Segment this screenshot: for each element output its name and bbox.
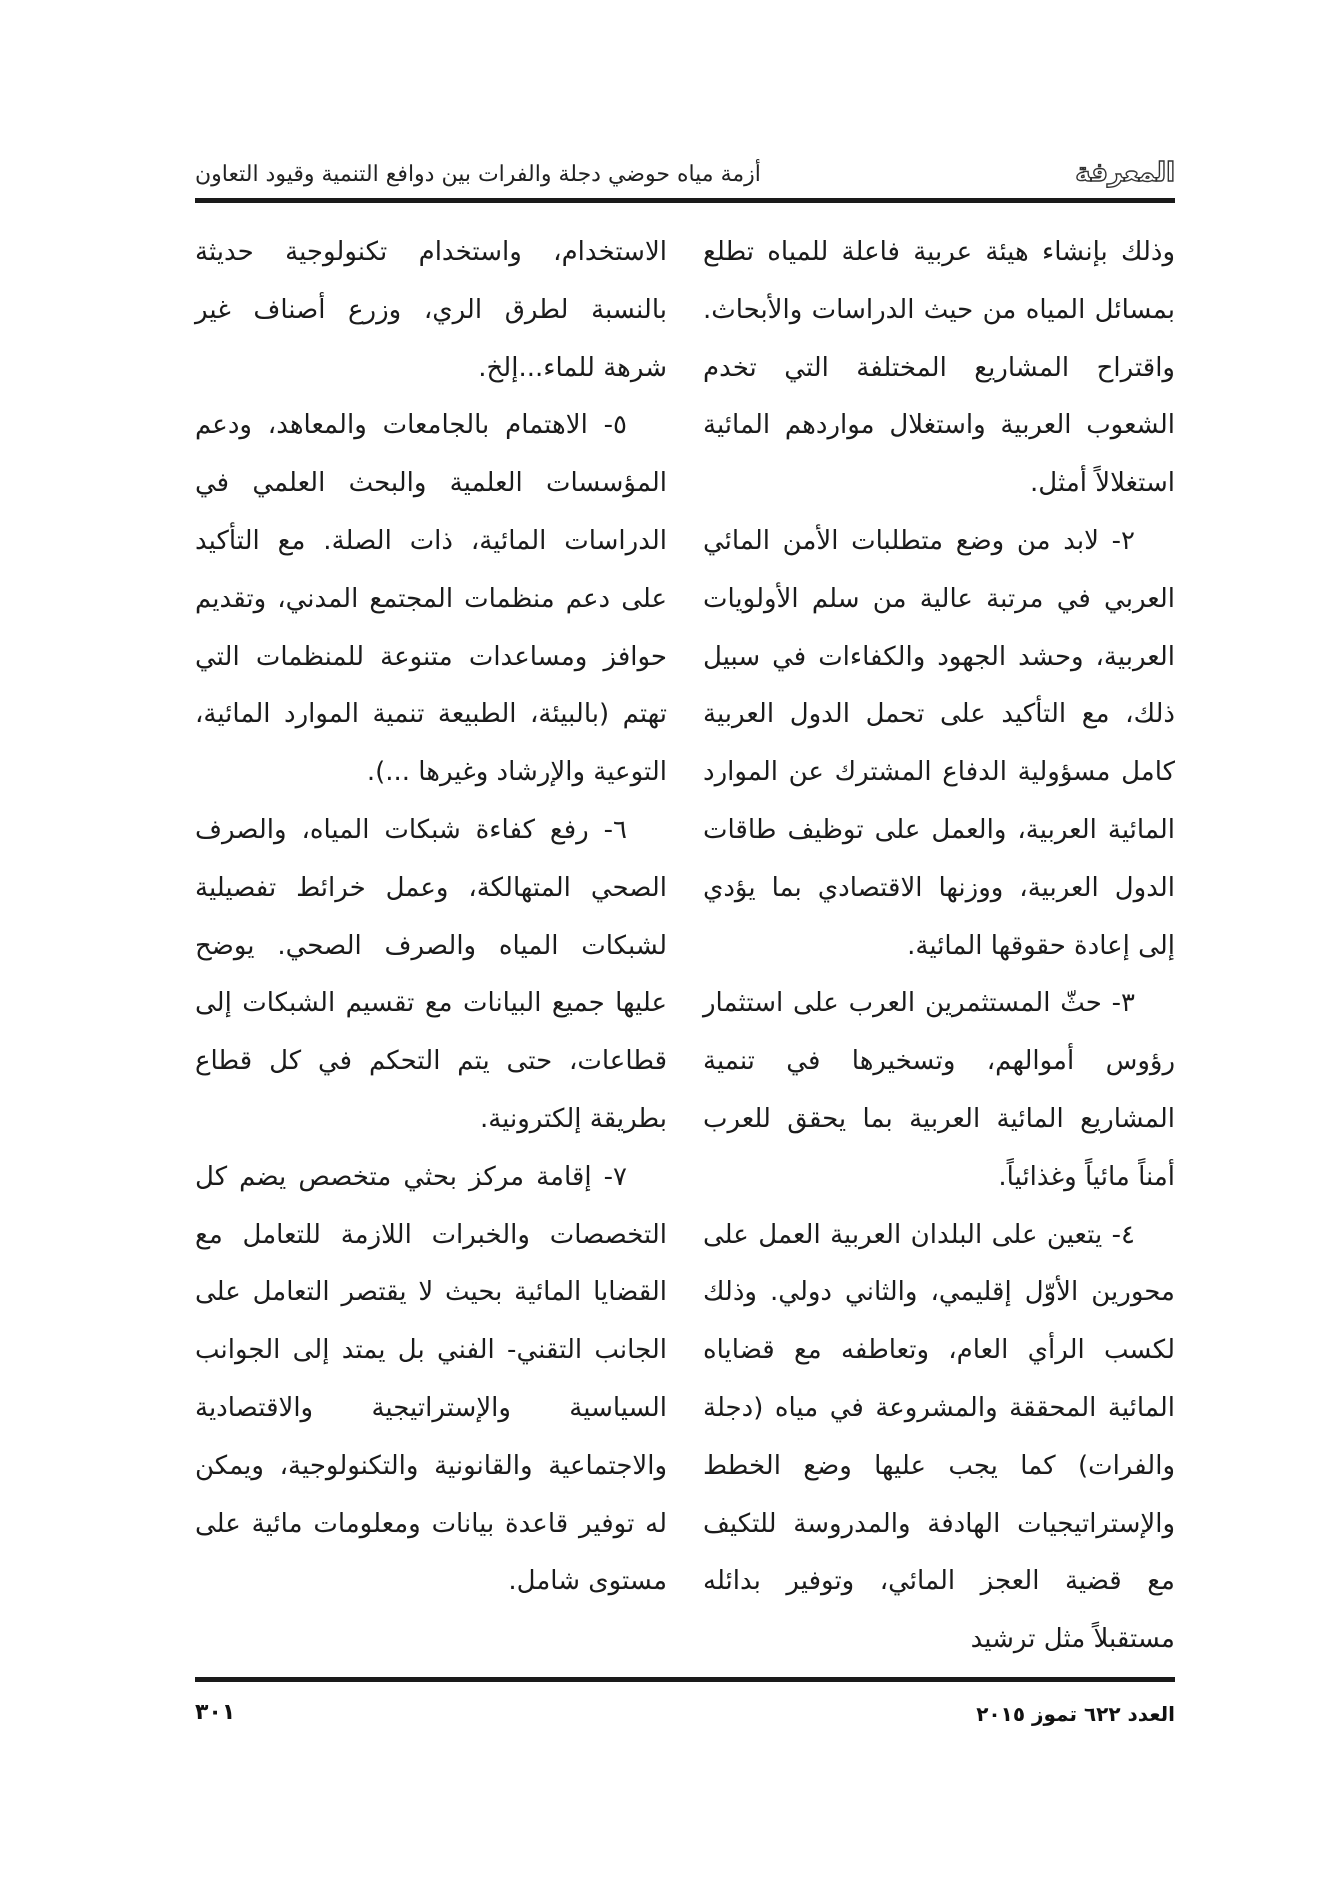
left-column xyxy=(195,224,667,1611)
paragraph-item-4-continued: الاستخدام، واستخدام تكنولوجية حديثة بالنسبة لطرق الري، وزرع أصناف غير شرهة للماء...إلخ. xyxy=(195,237,667,383)
page-footer xyxy=(195,1698,1175,1738)
paragraph-item-4: ٤- يتعين على البلدان العربية العمل على محورين الأوّل إقليمي، والثاني دولي. وذلك لكسب الرأي العام، وتعاطفه مع قضاياه المائية المحققة والمشروعة في مياه (دجلة والفرات) كما يجب عليها وضع الخطط والإستراتيجيات الهادفة والمدروسة للتكيف مع قضية العجز المائي، وتوفير بدائله مستقبلاً مثل ترشيد xyxy=(703,1219,1175,1655)
issue-info: العدد ٦٢٢ تموز ٢٠١٥ xyxy=(976,1702,1175,1726)
magazine-logo: المعرفة xyxy=(1075,158,1175,188)
paragraph-item-5: ٥- الاهتمام بالجامعات والمعاهد، ودعم المؤسسات العلمية والبحث العلمي في الدراسات المائية، ذات الصلة. مع التأكيد على دعم منظمات المجتمع المدني، وتقديم حوافز ومساعدات متنوعة للمنظمات التي تهتم (بالبيئة، الطبيعة تنمية الموارد المائية، التوعية والإرشاد وغيرها ...). xyxy=(195,410,667,788)
paragraph-item-6: ٦- رفع كفاءة شبكات المياه، والصرف الصحي المتهالكة، وعمل خرائط تفصيلية لشبكات المياه والصرف الصحي. يوضح عليها جميع البيانات مع تقسيم الشبكات إلى قطاعات، حتى يتم التحكم في كل قطاع بطريقة إلكترونية. xyxy=(195,814,667,1134)
paragraph-item-2: ٢- لابد من وضع متطلبات الأمن المائي العربي في مرتبة عالية من سلم الأولويات العربية، وحشد الجهود والكفاءات في سبيل ذلك، مع التأكيد على تحمل الدول العربية كامل مسؤولية الدفاع المشترك عن الموارد المائية العربية، والعمل على توظيف طاقات الدول العربية، ووزنها الاقتصادي بما يؤدي إلى إعادة حقوقها المائية. xyxy=(703,525,1175,961)
paragraph-item-7: ٧- إقامة مركز بحثي متخصص يضم كل التخصصات والخبرات اللازمة للتعامل مع القضايا المائية بحيث لا يقتصر التعامل على الجانب التقني- الفني بل يمتد إلى الجوانب السياسية والإستراتيجية والاقتصادية والاجتماعية والقانونية والتكنولوجية، ويمكن له توفير قاعدة بيانات ومعلومات مائية على مستوى شامل. xyxy=(195,1161,667,1597)
page-header xyxy=(195,150,1175,194)
footer-rule xyxy=(195,1677,1175,1682)
paragraph-item-3: ٣- حثّ المستثمرين العرب على استثمار رؤوس أموالهم، وتسخيرها في تنمية المشاريع المائية العربية بما يحقق للعرب أمناً مائياً وغذائياً. xyxy=(703,988,1175,1192)
running-title: أزمة مياه حوضي دجلة والفرات بين دوافع التنمية وقيود التعاون xyxy=(195,162,761,187)
paragraph-continuation: وذلك بإنشاء هيئة عربية فاعلة للمياه تطلع بمسائل المياه من حيث الدراسات والأبحاث. واقتراح المشاريع المختلفة التي تخدم الشعوب العربية واستغلال مواردهم المائية استغلالاً أمثل. xyxy=(703,237,1175,499)
page-number: ٣٠١ xyxy=(195,1700,236,1725)
right-column xyxy=(703,224,1175,1669)
header-rule xyxy=(195,198,1175,203)
